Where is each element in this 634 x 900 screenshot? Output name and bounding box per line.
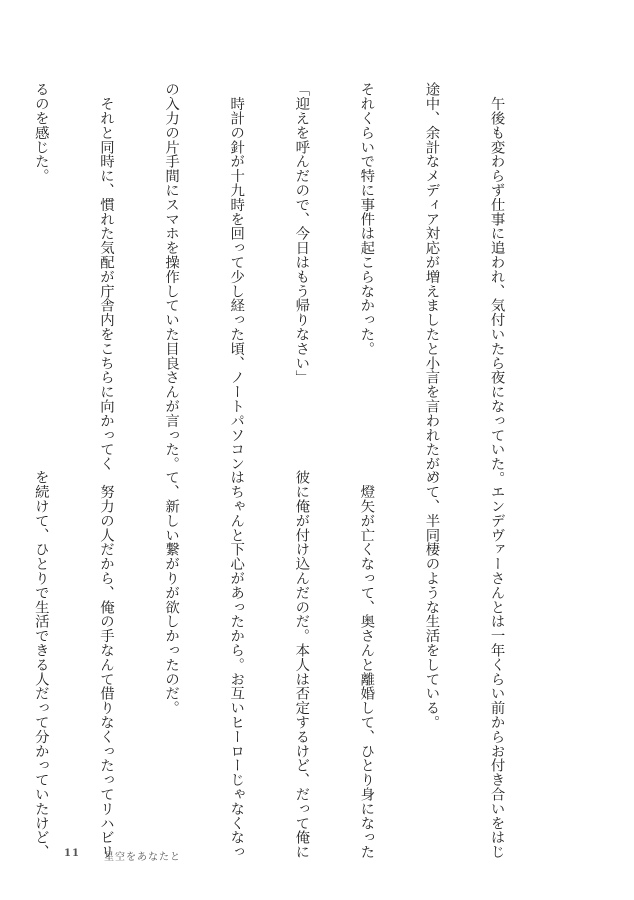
text-line: 燈矢が亡くなって、奥さんと離婚して、ひとり身になった [358,470,375,859]
text-line: の入力の片手間にスマホを操作していた目良さんが言った。 [163,82,180,471]
text-line: はちゃんと下心があったから。お互いヒーローじゃなくなっ [228,470,245,859]
running-title: 星空をあなたと [104,852,181,863]
text-line: めて、半同棲のような生活をしている。 [423,470,440,730]
text-line: 「迎えを呼んだので、今日はもう帰りなさい」 [293,82,310,385]
text-line: 彼に俺が付け込んだのだ。本人は否定するけど、だって俺に [293,470,310,859]
text-line: 努力の人だから、俺の手なんて借りなくったってリハビリ [97,470,114,859]
text-line: エンデヴァーさんとは一年くらい前からお付き合いをはじ [488,470,505,859]
text-line: るのを感じた。 [32,82,49,183]
text-line: それくらいで特に事件は起こらなかった。 [358,82,375,356]
text-line: 午後も変わらず仕事に追われ、気付いたら夜になっていた。 [488,82,505,486]
upper-text-block [32,82,550,486]
text-line: 時計の針が十九時を回って少し経った頃、ノートパソコン [228,82,245,471]
text-line: 途中、余計なメディア対応が増えましたと小言を言われたが、 [423,82,440,486]
text-line: を続けて、ひとりで生活できる人だって分かっていたけど、 [32,470,49,859]
page-number: 11 [64,848,80,859]
text-line: て、新しい繋がりが欲しかったのだ。 [163,470,180,715]
text-line: それと同時に、慣れた気配が庁舎内をこちらに向かってく [97,82,114,471]
